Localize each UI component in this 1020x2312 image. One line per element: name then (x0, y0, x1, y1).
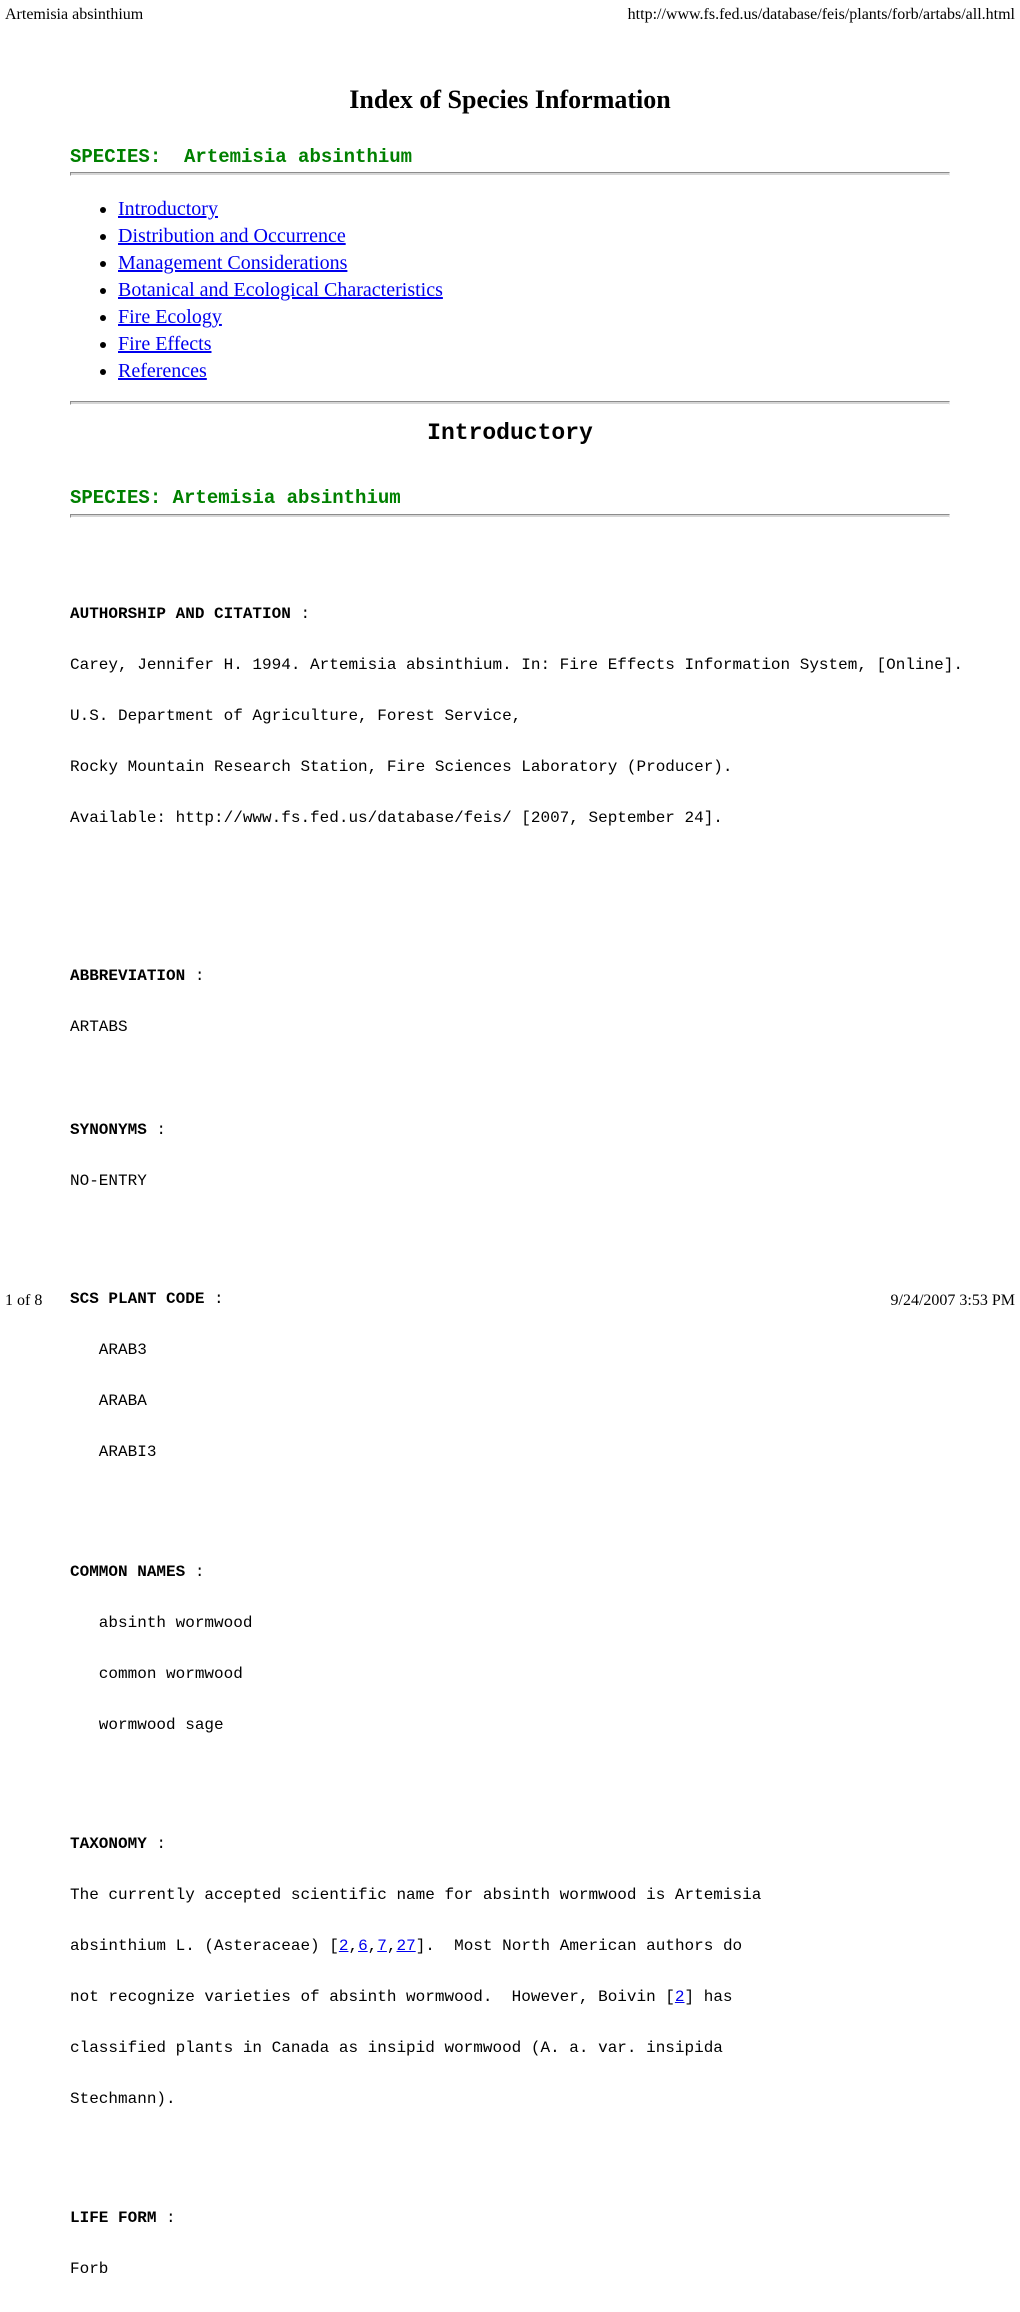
section-body-line: common wormwood (70, 1665, 243, 1683)
print-header-document-title: Artemisia absinthium (5, 6, 144, 23)
section-body-line: wormwood sage (70, 1716, 224, 1734)
section-label-colon: : (185, 1563, 205, 1581)
section-divider (70, 172, 950, 176)
toc-item-distribution-and-occurrence (118, 223, 950, 250)
section-body-line: Carey, Jennifer H. 1994. Artemisia absinthium. In: Fire Effects Information System, [Online]. (70, 656, 963, 674)
section-label: TAXONOMY (70, 1835, 147, 1853)
print-footer-timestamp: 9/24/2007 3:53 PM (890, 1292, 1015, 1309)
reference-link-2b[interactable]: 2 (674, 1988, 685, 2006)
taxonomy-text: absinthium L. (Asteraceae) [ (70, 1937, 339, 1955)
section-label-line (70, 606, 950, 623)
toc-item-fire-effects (118, 331, 950, 358)
section-body-line: absinth wormwood (70, 1614, 253, 1632)
toc-item-management-considerations (118, 250, 950, 277)
reference-link-6[interactable]: 6 (358, 1937, 368, 1955)
section-label: SCS PLANT CODE (70, 1290, 205, 1308)
section-label-colon: : (204, 1290, 224, 1308)
toc-link-botanical-and-ecological-characteristics[interactable]: Botanical and Ecological Characteristics (118, 279, 443, 301)
section-label: COMMON NAMES (70, 1563, 186, 1581)
section-label-colon: : (146, 1835, 167, 1853)
section-label: ABBREVIATION (70, 967, 186, 985)
section-body-line: ARABA (70, 1392, 147, 1410)
section-body-line: classified plants in Canada as insipid wormwood (A. a. var. insipida (70, 2039, 723, 2057)
taxonomy-text: , (386, 1937, 397, 1955)
section-label-line (70, 1836, 950, 1853)
page-title: Index of Species Information (349, 85, 671, 114)
species-banner-introductory: SPECIES: Artemisia absinthium (70, 487, 401, 509)
section-body-line: U.S. Department of Agriculture, Forest Service, (70, 707, 522, 725)
section-body-line: The currently accepted scientific name for absinth wormwood is Artemisia (70, 1886, 762, 1904)
section-label: SYNONYMS (70, 1121, 147, 1139)
section-body-line: Rocky Mountain Research Station, Fire Sciences Laboratory (Producer). (70, 758, 733, 776)
print-footer-page-indicator: 1 of 8 (5, 1292, 43, 1309)
taxonomy-text: ] has (684, 1988, 733, 2006)
section-label: LIFE FORM (70, 2209, 157, 2227)
section-life-form (70, 2176, 950, 2312)
taxonomy-text: , (367, 1937, 378, 1955)
toc-item-references (118, 358, 950, 385)
section-label-colon: : (146, 1121, 167, 1139)
toc-item-botanical-and-ecological-characteristics (118, 277, 950, 304)
section-label-line (70, 968, 950, 985)
section-body-line: NO-ENTRY (70, 1172, 147, 1190)
section-body-line (70, 1938, 950, 1955)
toc-item-fire-ecology (118, 304, 950, 331)
section-divider (70, 514, 950, 518)
print-header-document-url: http://www.fs.fed.us/database/feis/plants/forb/artabs/all.html (627, 6, 1015, 23)
section-body-line: ARABI3 (70, 1443, 157, 1461)
section-label-colon: : (185, 967, 205, 985)
toc-item-introductory (118, 196, 950, 223)
species-banner-top: SPECIES: Artemisia absinthium (70, 146, 413, 168)
section-authorship-and-citation (70, 572, 963, 861)
section-body-line (70, 1989, 950, 2006)
taxonomy-text: , (348, 1937, 359, 1955)
taxonomy-text: not recognize varieties of absinth wormwood. However, Boivin [ (70, 1988, 675, 2006)
section-body-line: ARTABS (70, 1018, 128, 1036)
section-body-line: Forb (70, 2260, 109, 2278)
introductory-heading: Introductory (427, 420, 593, 446)
toc-link-fire-effects[interactable]: Fire Effects (118, 333, 212, 355)
toc-link-references[interactable]: References (118, 360, 207, 382)
reference-link-7[interactable]: 7 (377, 1937, 387, 1955)
reference-link-2[interactable]: 2 (338, 1937, 349, 1955)
section-abbreviation (70, 934, 950, 1070)
print-footer (5, 1292, 1015, 1310)
section-body-line: ARAB3 (70, 1341, 147, 1359)
section-taxonomy (70, 1802, 950, 2142)
section-label-line (70, 1122, 950, 1139)
toc-link-management-considerations[interactable]: Management Considerations (118, 252, 348, 274)
table-of-contents (70, 196, 950, 385)
section-label-line (70, 2210, 950, 2227)
section-label-line (70, 1564, 950, 1581)
section-label-colon: : (290, 605, 311, 623)
section-label-colon: : (156, 2209, 176, 2227)
section-label: AUTHORSHIP AND CITATION (70, 605, 291, 623)
section-body-line: Available: http://www.fs.fed.us/database/feis/ [2007, September 24]. (70, 809, 723, 827)
taxonomy-text: ]. Most North American authors do (415, 1937, 743, 1955)
section-synonyms (70, 1088, 950, 1224)
section-common-names (70, 1530, 950, 1768)
toc-link-introductory[interactable]: Introductory (118, 198, 218, 220)
section-body-line: Stechmann). (70, 2090, 176, 2108)
toc-link-fire-ecology[interactable]: Fire Ecology (118, 306, 222, 328)
reference-link-27[interactable]: 27 (396, 1937, 416, 1955)
section-divider (70, 401, 950, 405)
toc-link-distribution-and-occurrence[interactable]: Distribution and Occurrence (118, 225, 346, 247)
